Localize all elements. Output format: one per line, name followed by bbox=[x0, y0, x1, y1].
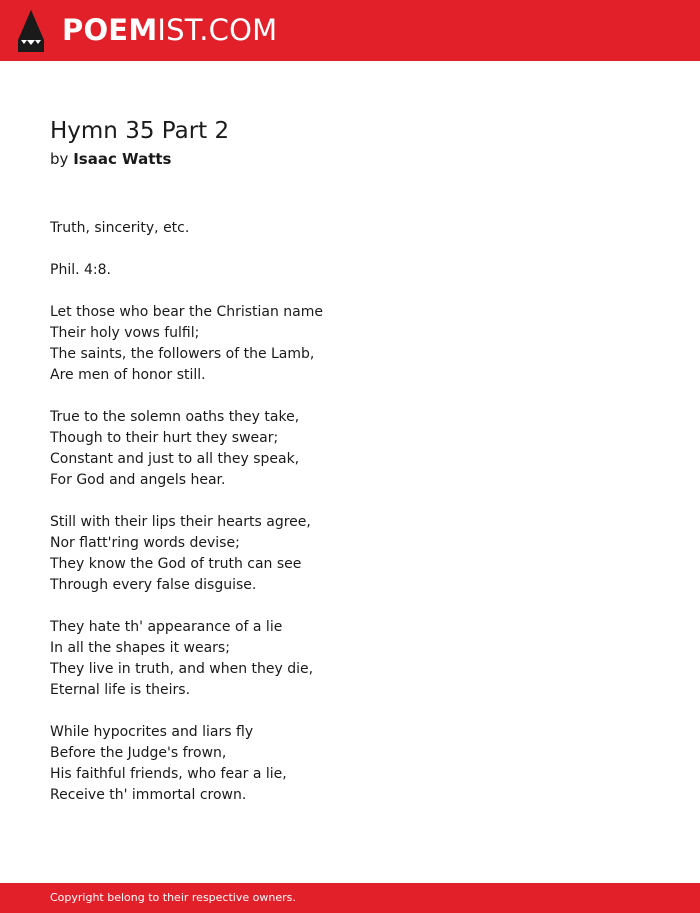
poem-line: They live in truth, and when they die, bbox=[50, 661, 314, 677]
poem-line: True to the solemn oaths they take, bbox=[50, 409, 300, 425]
logo-bold-text: POEM bbox=[62, 13, 158, 47]
copyright-text: Copyright belong to their respective owners. bbox=[50, 891, 296, 904]
poem-line: Nor flatt'ring words devise; bbox=[50, 535, 240, 551]
logo-light-text: IST.COM bbox=[157, 13, 278, 47]
poem-stanza bbox=[50, 260, 650, 281]
pencil-icon[interactable] bbox=[18, 10, 44, 52]
poem-line: Constant and just to all they speak, bbox=[50, 451, 300, 467]
poem-stanza bbox=[50, 722, 650, 806]
poem-line: His faithful friends, who fear a lie, bbox=[50, 766, 287, 782]
site-header bbox=[0, 0, 700, 61]
poem-line: While hypocrites and liars fly bbox=[50, 724, 254, 740]
poem-line: For God and angels hear. bbox=[50, 472, 226, 488]
poem-line: Let those who bear the Christian name bbox=[50, 304, 324, 320]
poem-stanza bbox=[50, 617, 650, 701]
poem-author: Isaac Watts bbox=[73, 150, 172, 168]
poem-line: Still with their lips their hearts agree, bbox=[50, 514, 311, 530]
site-footer bbox=[0, 883, 700, 913]
poem-line: Phil. 4:8. bbox=[50, 262, 111, 278]
poem-title: Hymn 35 Part 2 bbox=[50, 118, 230, 144]
poem-line: Receive th' immortal crown. bbox=[50, 787, 247, 803]
poem-line: Before the Judge's frown, bbox=[50, 745, 227, 761]
site-logo[interactable] bbox=[62, 13, 277, 47]
poem-body bbox=[50, 218, 650, 827]
poem-line: They know the God of truth can see bbox=[50, 556, 302, 572]
poem-line: Eternal life is theirs. bbox=[50, 682, 191, 698]
poem-line: In all the shapes it wears; bbox=[50, 640, 230, 656]
byline-prefix: by bbox=[50, 150, 69, 168]
poem-line: Their holy vows fulfil; bbox=[50, 325, 200, 341]
poem-stanza bbox=[50, 302, 650, 386]
poem-line: Truth, sincerity, etc. bbox=[50, 220, 190, 236]
poem-line: They hate th' appearance of a lie bbox=[50, 619, 283, 635]
poem-stanza bbox=[50, 218, 650, 239]
poem-line: Through every false disguise. bbox=[50, 577, 257, 593]
poem-line: Are men of honor still. bbox=[50, 367, 206, 383]
poem-line: Though to their hurt they swear; bbox=[50, 430, 279, 446]
poem-byline bbox=[50, 148, 171, 170]
poem-stanza bbox=[50, 407, 650, 491]
poem-stanza bbox=[50, 512, 650, 596]
poem-line: The saints, the followers of the Lamb, bbox=[50, 346, 315, 362]
